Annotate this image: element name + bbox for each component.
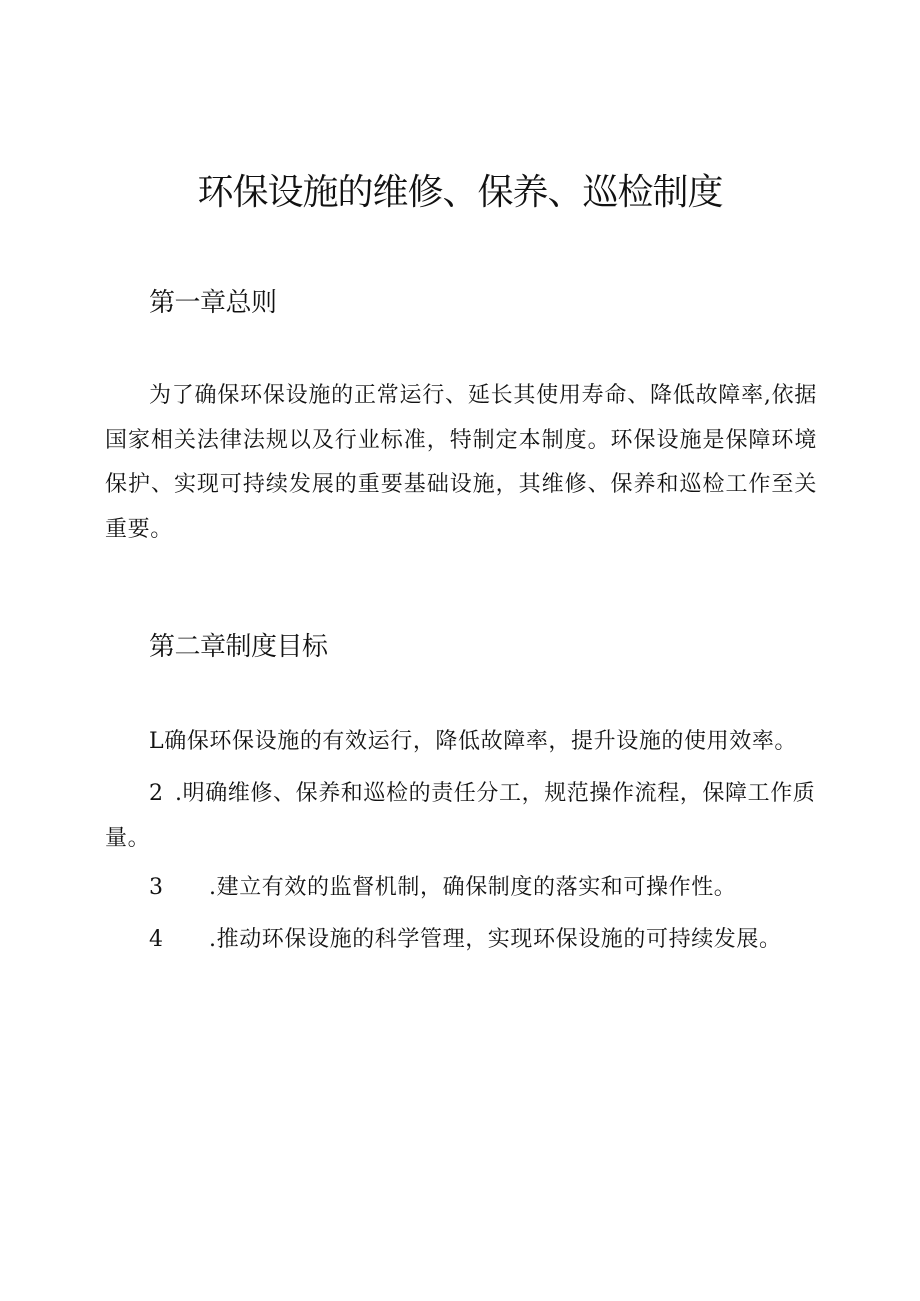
chapter-1-paragraph: 为了确保环保设施的正常运行、延长其使用寿命、降低故障率,依据国家相关法律法规以及行业标准，特制定本制度。环保设施是保障环境保护、实现可持续发展的重要基础设施，其维修、保养和巡检工作至关重要。	[105, 383, 817, 542]
objective-item-4	[105, 918, 817, 963]
chapter-1-heading: 第一章总则	[149, 288, 277, 318]
objective-number: L	[149, 729, 165, 754]
objective-text: 确保环保设施的有效运行，降低故障率，提升设施的使用效率。	[164, 729, 798, 754]
objective-item-3	[105, 866, 817, 911]
objective-number: 4	[149, 927, 164, 952]
objective-text: .建立有效的监督机制，确保制度的落实和可操作性。	[209, 875, 737, 900]
objective-item-2	[105, 772, 817, 861]
objective-text: .推动环保设施的科学管理，实现环保设施的可持续发展。	[209, 927, 782, 952]
objective-text: .明确维修、保养和巡检的责任分工，规范操作流程，保障工作质量。	[105, 781, 816, 851]
objective-number: 3	[149, 875, 164, 900]
objective-item-1	[105, 720, 817, 765]
document-title: 环保设施的维修、保养、巡检制度	[197, 172, 723, 213]
chapter-2-heading: 第二章制度目标	[149, 632, 328, 662]
objective-number: 2	[149, 781, 164, 806]
